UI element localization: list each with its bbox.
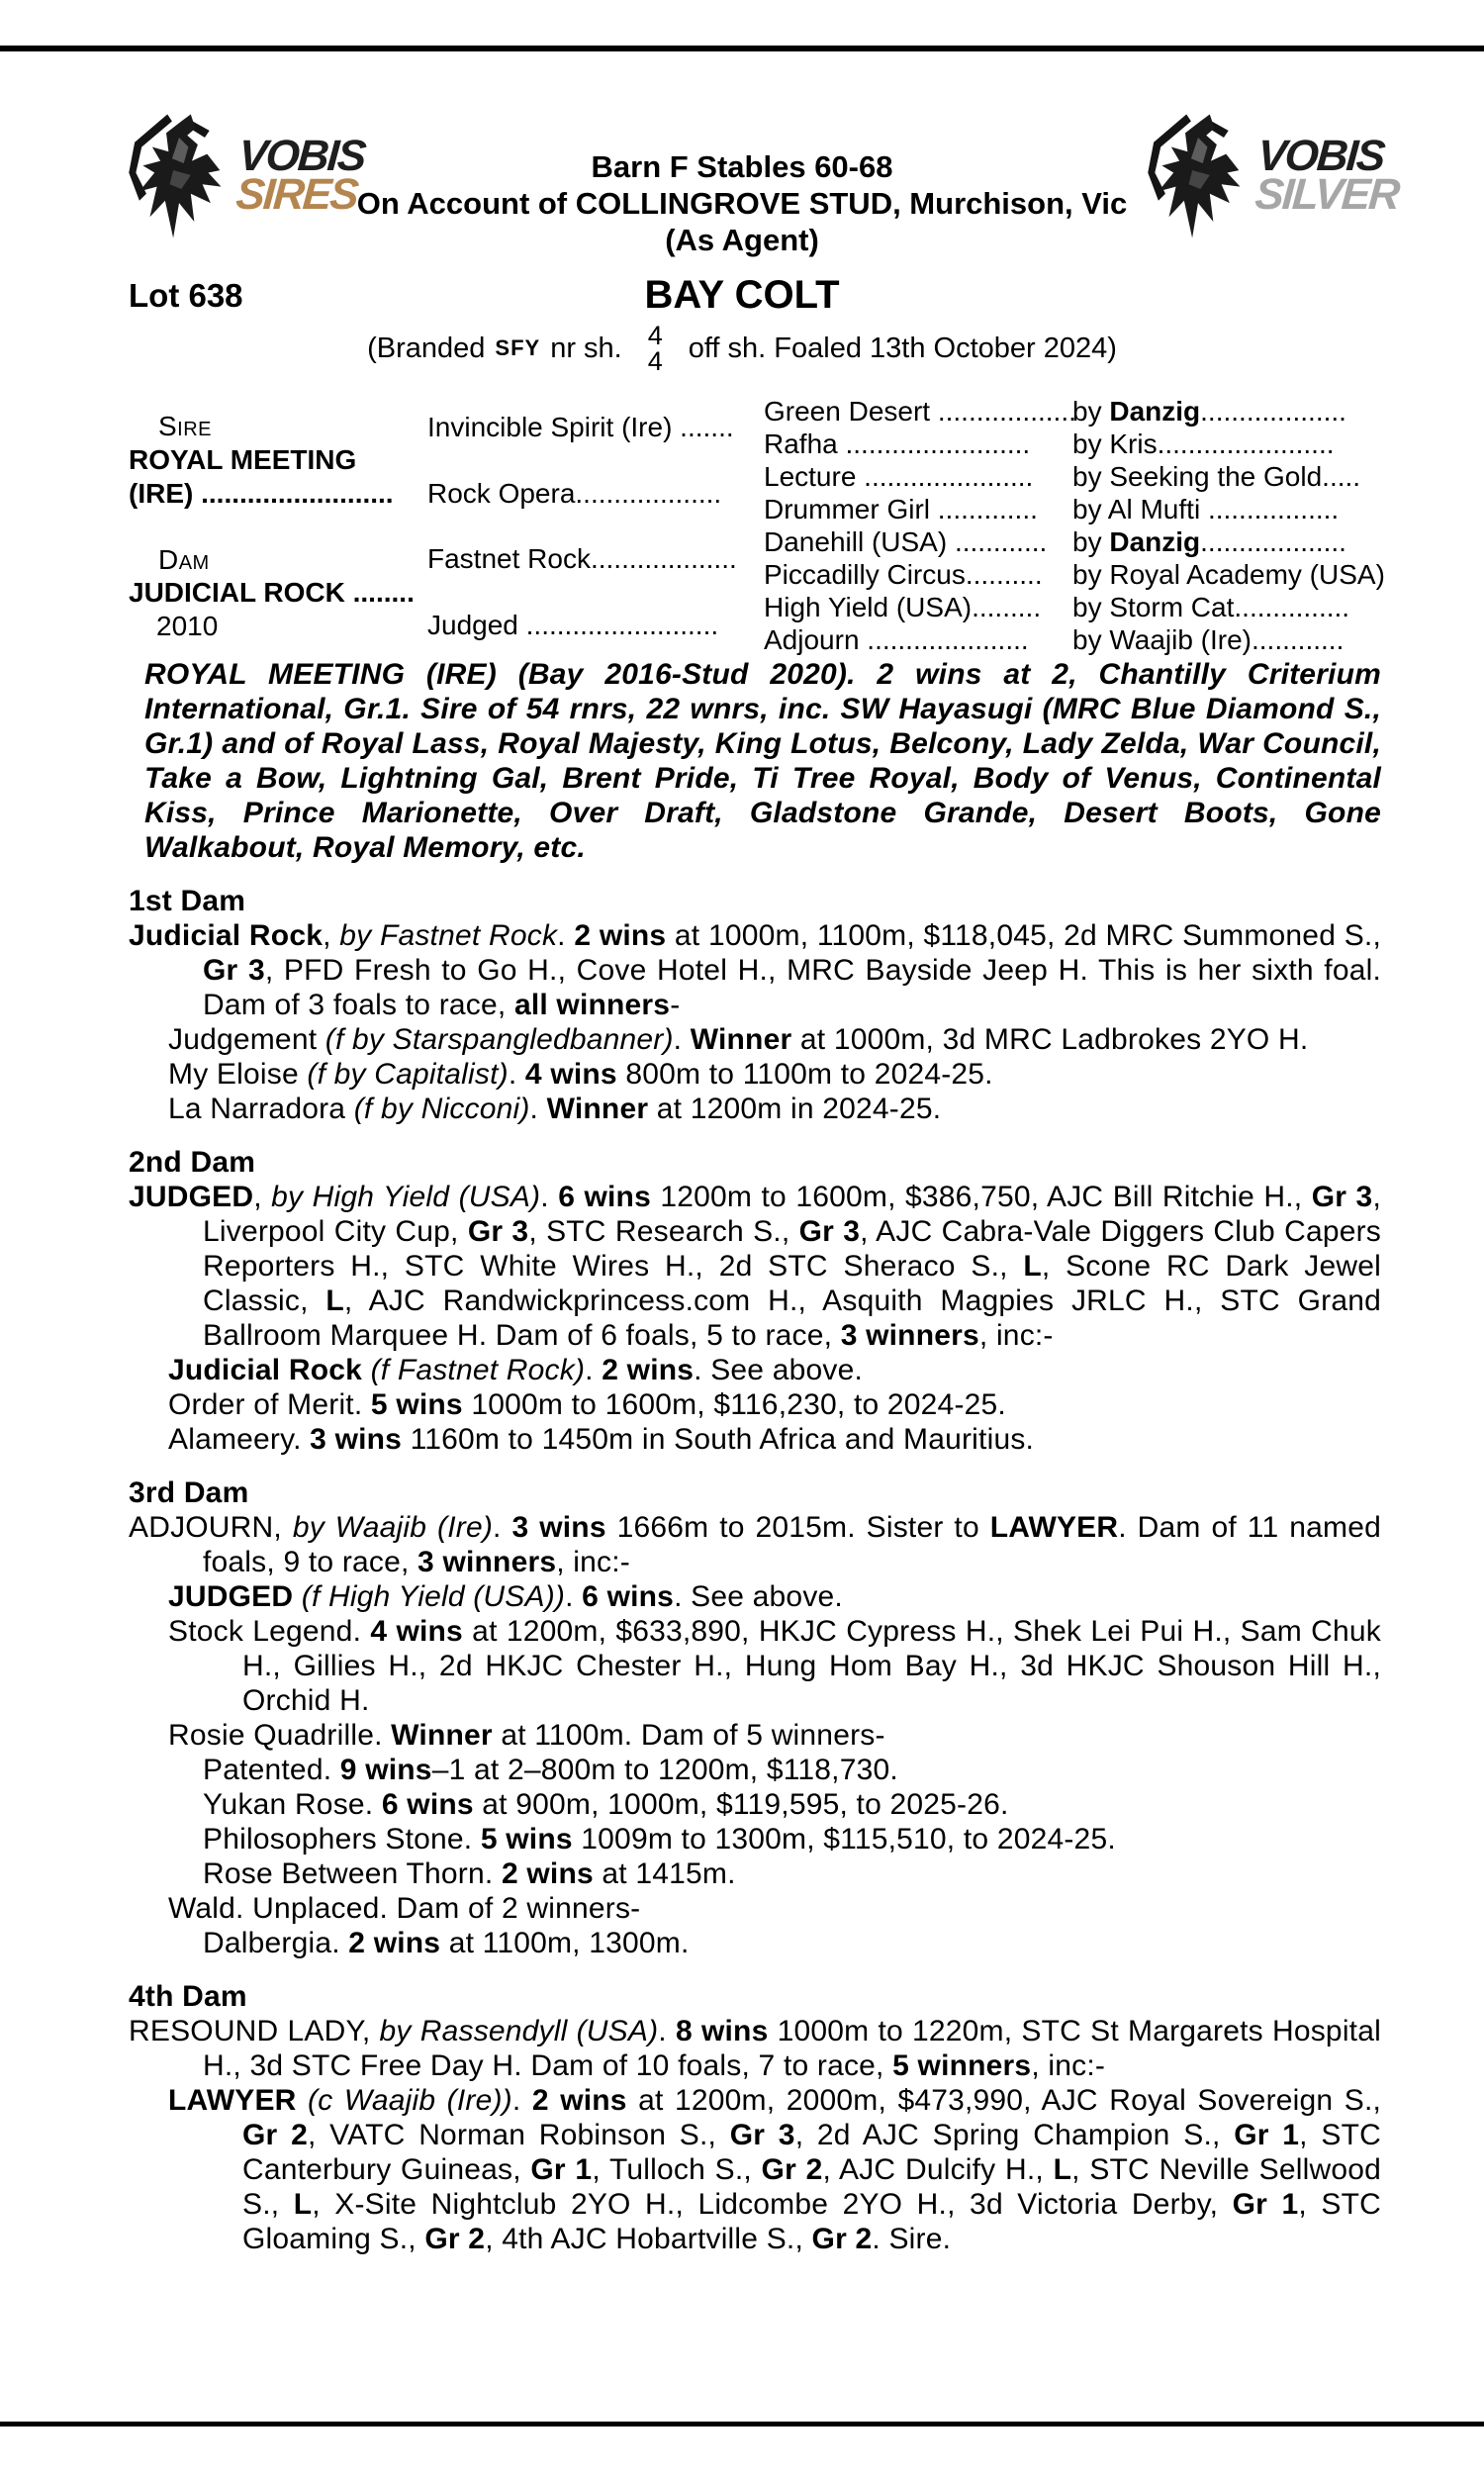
text-run: (f by Nicconi)	[353, 1093, 530, 1125]
text-run: , 2d AJC Spring Champion S.,	[794, 2119, 1235, 2151]
text-run: Rosie Quadrille.	[168, 1719, 392, 1752]
text-run: ...................	[1200, 396, 1346, 427]
logo-line2: SIRES	[233, 170, 359, 219]
dam-section-heading: 4th Dam	[129, 1980, 247, 2013]
text-run: Yukan Rose.	[203, 1788, 382, 1821]
gen2-dam-dam: Judged .........................	[427, 610, 719, 640]
text-run	[293, 1580, 302, 1613]
text-run: , STC Canterbury Guineas,	[242, 2119, 1381, 2186]
text-run: JUDGED	[129, 1181, 254, 1213]
text-run: 8 wins	[675, 2015, 769, 2047]
text-run: Gr 1	[530, 2153, 593, 2186]
text-run: by	[1072, 526, 1110, 557]
text-run: Judgement	[168, 1023, 325, 1056]
text-run: .	[557, 919, 575, 952]
text-run: . See above.	[694, 1354, 863, 1386]
text-run: 1000m to 1600m, $116,230, to 2024-25.	[462, 1388, 1006, 1421]
text-run: by Seeking the Gold.....	[1072, 461, 1361, 492]
pedigree-entry	[129, 1510, 1381, 1579]
text-run: , inc:-	[978, 1319, 1054, 1352]
text-run: Gr 3	[1311, 1181, 1373, 1213]
gen3-name: Piccadilly Circus..........	[764, 559, 1043, 590]
pedigree-entry	[129, 1387, 1381, 1422]
text-run: 5 winners	[892, 2049, 1032, 2082]
text-run: all winners	[513, 989, 671, 1021]
gen3-name: Danehill (USA) ............	[764, 526, 1048, 557]
pedigree-entry	[129, 1057, 1381, 1092]
text-run: , VATC Norman Robinson S.,	[307, 2119, 730, 2151]
text-run: Gr 2	[242, 2119, 308, 2151]
text-run: , inc:-	[556, 1546, 630, 1578]
gen3-name: Rafha ........................	[764, 428, 1031, 459]
horse-jockey-icon	[121, 107, 237, 245]
text-run: .	[673, 1023, 691, 1056]
gen3-by	[1072, 526, 1346, 558]
text-run: –1 at 2–800m to 1200m, $118,730.	[431, 1754, 898, 1786]
text-run: 5 wins	[480, 1823, 573, 1856]
gen3-name: Drummer Girl .............	[764, 494, 1038, 524]
text-run: Danzig	[1109, 526, 1201, 557]
text-run: by Waajib (Ire)	[292, 1511, 494, 1544]
text-run: (f by Starspangledbanner)	[325, 1023, 674, 1056]
text-run: Gr 3	[798, 1215, 861, 1248]
fraction-top: 4	[647, 321, 663, 350]
text-run: by Waajib (Ire)............	[1072, 624, 1345, 655]
gen3-by	[1072, 461, 1360, 493]
sire-name-line2: (IRE) .........................	[129, 478, 394, 509]
text-run: Winner	[546, 1093, 649, 1125]
text-run: Winner	[391, 1719, 493, 1752]
text-run: at 1200m, 2000m, $473,990, AJC Royal Sovereign S.,	[626, 2084, 1382, 2117]
gen3-row	[764, 526, 1346, 558]
text-run: 1666m to 2015m. Sister to	[605, 1511, 990, 1544]
pedigree-table	[129, 391, 1387, 660]
text-run: L	[293, 2188, 313, 2221]
text-run: LAWYER	[168, 2084, 297, 2117]
text-run: , STC Gloaming S.,	[242, 2188, 1382, 2255]
text-run: at 1200m in 2024-25.	[648, 1093, 942, 1125]
text-run: , STC Neville Sellwood S.,	[242, 2153, 1381, 2221]
text-run: by Storm Cat...............	[1072, 592, 1350, 622]
pedigree-entry	[129, 1856, 1381, 1891]
text-run: , 4th AJC Hobartville S.,	[485, 2223, 812, 2255]
dam-section-heading: 1st Dam	[129, 885, 246, 917]
text-run: Gr 2	[761, 2153, 823, 2186]
text-run: Alameery.	[168, 1423, 311, 1456]
text-run: 6 wins	[381, 1788, 474, 1821]
dam-year: 2010	[156, 611, 219, 641]
text-run: Gr 1	[1232, 2188, 1299, 2221]
text-run: -	[670, 989, 681, 1021]
text-run: Gr 1	[1234, 2119, 1300, 2151]
text-run: . Sire.	[872, 2223, 952, 2255]
text-run: 2 wins	[574, 919, 667, 952]
text-run: by Royal Academy (USA)	[1072, 559, 1385, 590]
text-run: at 1200m, $633,890, HKJC Cypress H., Shek Lei Pui H., Sam Chuk H., Gillies H., 2d HKJC Chester H., Hung Hom Bay H., 3d HKJC Shouson Hill H., Orchid H.	[242, 1615, 1381, 1717]
gen3-by	[1072, 592, 1349, 623]
gen3-row	[764, 559, 1385, 591]
text-run: 3 winners	[840, 1319, 979, 1352]
sire-label: Sire	[158, 411, 213, 441]
text-run: My Eloise	[168, 1058, 308, 1091]
branded-prefix: (Branded	[367, 332, 486, 364]
pedigree-entry	[129, 1822, 1381, 1856]
text-run: 800m to 1100m to 2024-25.	[616, 1058, 993, 1091]
gen3-by	[1072, 396, 1346, 428]
text-run: 1160m to 1450m in South Africa and Mauritius.	[402, 1423, 1035, 1456]
bottom-rule	[0, 2422, 1484, 2426]
pedigree-entry	[129, 1891, 1381, 1926]
agent-line: (As Agent)	[665, 223, 819, 257]
barn-line: Barn F Stables 60-68	[591, 149, 893, 184]
pedigree-entry	[129, 1718, 1381, 1753]
text-run: RESOUND LADY,	[129, 2015, 380, 2047]
text-run: 6 wins	[582, 1580, 675, 1613]
gen3-by	[1072, 624, 1344, 656]
text-run: 4 wins	[524, 1058, 617, 1091]
text-run: .	[511, 2084, 532, 2117]
text-run: Gr 3	[729, 2119, 795, 2151]
branded-suffix: off sh. Foaled 13th October 2024)	[688, 332, 1117, 364]
pedigree-entry	[129, 1579, 1381, 1614]
fraction-bottom: 4	[647, 346, 663, 376]
text-run: 6 wins	[558, 1181, 651, 1213]
gen3-name: Green Desert ..................	[764, 396, 1076, 427]
text-run: , inc:-	[1031, 2049, 1106, 2082]
text-run: , Liverpool City Cup,	[203, 1181, 1381, 1248]
text-run: , Tulloch S.,	[592, 2153, 762, 2186]
text-run: Stock Legend.	[168, 1615, 371, 1648]
text-run: Order of Merit.	[168, 1388, 371, 1421]
pedigree-entry	[129, 1092, 1381, 1126]
text-run: , PFD Fresh to Go H., Cove Hotel H., MRC Bayside Jeep H. This is her sixth foal. Dam of 3 foals to race,	[203, 954, 1381, 1021]
text-run: at 1000m, 1100m, $118,045, 2d MRC Summoned S.,	[666, 919, 1381, 952]
text-run: Dalbergia.	[203, 1927, 349, 1959]
text-run: 2 wins	[531, 2084, 627, 2117]
text-run: , STC Research S.,	[528, 1215, 799, 1248]
text-run: by Fastnet Rock	[339, 919, 558, 952]
text-run: Danzig	[1109, 396, 1201, 427]
pedigree-entry	[129, 918, 1381, 1022]
text-run: , AJC Dulcify H.,	[822, 2153, 1054, 2186]
text-run: LAWYER	[989, 1511, 1119, 1544]
text-run: ...................	[1200, 526, 1346, 557]
text-run: 4 wins	[370, 1615, 463, 1648]
gen3-row	[764, 461, 1360, 493]
text-run: , AJC Randwickprincess.com H., Asquith Magpies JRLC H., STC Grand Ballroom Marquee H. Dam of 6 foals, 5 to race,	[203, 1285, 1381, 1352]
text-run: Winner	[690, 1023, 792, 1056]
text-run: ADJOURN,	[129, 1511, 293, 1544]
gen3-row	[764, 396, 1346, 428]
text-run: by Kris.......................	[1072, 428, 1335, 459]
text-run: 1200m to 1600m, $386,750, AJC Bill Ritchie H.,	[650, 1181, 1312, 1213]
text-run: 5 wins	[370, 1388, 463, 1421]
consignor-header	[247, 148, 1237, 258]
text-run: L	[1053, 2153, 1072, 2186]
pedigree-entry	[129, 1022, 1381, 1057]
text-run: .	[540, 1181, 559, 1213]
pedigree-entry	[129, 1614, 1381, 1718]
gen3-row	[764, 624, 1344, 656]
branded-line	[0, 323, 1484, 374]
vobis-silver-wordmark	[1252, 132, 1402, 219]
text-run: Rose Between Thorn.	[203, 1857, 502, 1890]
dam-name: JUDICIAL ROCK ........	[129, 577, 415, 608]
pedigree-entry	[129, 2014, 1381, 2083]
text-run: at 1100m, 1300m.	[440, 1927, 690, 1959]
body-text	[0, 657, 1484, 2256]
gen3-by	[1072, 494, 1339, 525]
text-run: 3 winners	[417, 1546, 557, 1578]
gen3-name: Adjourn .....................	[764, 624, 1029, 655]
dam-section-heading: 3rd Dam	[129, 1476, 249, 1509]
gen3-row	[764, 592, 1349, 623]
text-run: L	[325, 1285, 344, 1317]
text-run: 3 wins	[310, 1423, 403, 1456]
text-run: by Al Mufti .................	[1072, 494, 1340, 524]
gen3-name: High Yield (USA).........	[764, 592, 1042, 622]
text-run: .	[493, 1511, 512, 1544]
text-run: Judicial Rock	[168, 1354, 363, 1386]
text-run: , AJC Cabra-Vale Diggers Club Capers Reporters H., STC White Wires H., 2d STC Sheraco S.,	[203, 1215, 1381, 1283]
brand-fraction	[648, 323, 663, 374]
gen3-name: Lecture ......................	[764, 461, 1034, 492]
text-run	[362, 1354, 371, 1386]
gen2-dam-sire: Fastnet Rock...................	[427, 543, 737, 574]
gen3-row	[764, 428, 1335, 460]
title-row	[0, 273, 1484, 319]
text-run: Gr 2	[424, 2223, 486, 2255]
text-run: Judicial Rock	[129, 919, 324, 952]
top-rule	[0, 46, 1484, 51]
text-run: Gr 2	[811, 2223, 873, 2255]
text-run: ,	[253, 1181, 272, 1213]
text-run	[297, 2084, 308, 2117]
text-run: at 1415m.	[593, 1857, 736, 1890]
branded-mid: nr sh.	[550, 332, 622, 364]
text-run: , X-Site Nightclub 2YO H., Lidcombe 2YO H., 3d Victoria Derby,	[312, 2188, 1233, 2221]
text-run: ,	[323, 919, 340, 952]
text-run: Gr 3	[203, 954, 265, 987]
gen2-sire-dam: Rock Opera...................	[427, 478, 722, 509]
gen3-row	[764, 494, 1339, 525]
text-run: 2 wins	[501, 1857, 594, 1890]
text-run: .	[508, 1058, 525, 1091]
text-run: (f by Capitalist)	[307, 1058, 509, 1091]
text-run: JUDGED	[168, 1580, 294, 1613]
lot-number: Lot 638	[129, 277, 243, 314]
logo-line1: VOBIS	[1255, 132, 1386, 181]
sire-summary: ROYAL MEETING (IRE) (Bay 2016-Stud 2020). 2 wins at 2, Chantilly Criterium International, Gr.1. Sire of 54 rnrs, 22 wnrs, inc. SW Hayasugi (MRC Blue Diamond S., Gr.1) and of Royal Lass, Royal Majesty, King Lotus, Belcony, Lady Zelda, War Council, Take a Bow, Lightning Gal, Brent Pride, Ti Tree Royal, Body of Venus, Continental Kiss, Prince Marionette, Over Draft, Gladstone Grande, Desert Boots, Gone Walkabout, Royal Memory, etc.	[144, 658, 1381, 864]
text-run: 2 wins	[602, 1354, 695, 1386]
text-run: 3 wins	[511, 1511, 606, 1544]
gen3-by	[1072, 428, 1335, 460]
text-run: Patented.	[203, 1754, 340, 1786]
text-run: at 900m, 1000m, $119,595, to 2025-26.	[473, 1788, 1009, 1821]
sire-name: ROYAL MEETING	[129, 444, 357, 475]
text-run: (c Waajib (Ire))	[308, 2084, 512, 2117]
text-run: , Scone RC Dark Jewel Classic,	[203, 1250, 1381, 1317]
pedigree-entry	[129, 1926, 1381, 1960]
dam-sections	[129, 884, 1381, 2256]
text-run: 1000m to 1220m, STC St Margarets Hospital H., 3d STC Free Day H. Dam of 10 foals, 7 to race,	[203, 2015, 1381, 2082]
text-run: . See above.	[674, 1580, 843, 1613]
pedigree-entry	[129, 1180, 1381, 1353]
text-run: L	[1023, 1250, 1042, 1283]
text-run: by High Yield (USA)	[271, 1181, 541, 1213]
logo-line2: SILVER	[1252, 170, 1400, 219]
gen2-sire-sire: Invincible Spirit (Ire) .......	[427, 412, 734, 442]
text-run: at 1100m. Dam of 5 winners-	[492, 1719, 885, 1752]
brand-mark: SFY	[495, 335, 541, 360]
text-run: .	[529, 1093, 547, 1125]
text-run: . Dam of 11 named foals, 9 to race,	[203, 1511, 1381, 1578]
text-run: Philosophers Stone.	[203, 1823, 481, 1856]
pedigree-entry	[129, 2083, 1381, 2256]
account-line: On Account of COLLINGROVE STUD, Murchison, Vic	[356, 186, 1128, 221]
text-run: 1009m to 1300m, $115,510, to 2024-25.	[572, 1823, 1116, 1856]
logo-line1: VOBIS	[236, 132, 367, 181]
text-run: (f High Yield (USA))	[301, 1580, 566, 1613]
text-run: Wald. Unplaced. Dam of 2 winners-	[168, 1892, 641, 1925]
text-run: .	[585, 1354, 603, 1386]
page-title: BAY COLT	[644, 273, 840, 317]
gen3-by	[1072, 559, 1385, 591]
text-run: .	[658, 2015, 676, 2047]
pedigree-entry	[129, 1753, 1381, 1787]
text-run: by Rassendyll (USA)	[379, 2015, 659, 2047]
pedigree-entry	[129, 1787, 1381, 1822]
text-run: La Narradora	[168, 1093, 354, 1125]
text-run: 9 wins	[339, 1754, 432, 1786]
pedigree-entry	[129, 1353, 1381, 1387]
text-run: Gr 3	[467, 1215, 529, 1248]
text-run: by	[1072, 396, 1110, 427]
text-run: .	[565, 1580, 583, 1613]
dam-section-heading: 2nd Dam	[129, 1146, 256, 1179]
pedigree-entry	[129, 1422, 1381, 1457]
text-run: 2 wins	[348, 1927, 441, 1959]
text-run: (f Fastnet Rock)	[370, 1354, 586, 1386]
text-run: at 1000m, 3d MRC Ladbrokes 2YO H.	[791, 1023, 1309, 1056]
dam-label: Dam	[158, 544, 210, 575]
